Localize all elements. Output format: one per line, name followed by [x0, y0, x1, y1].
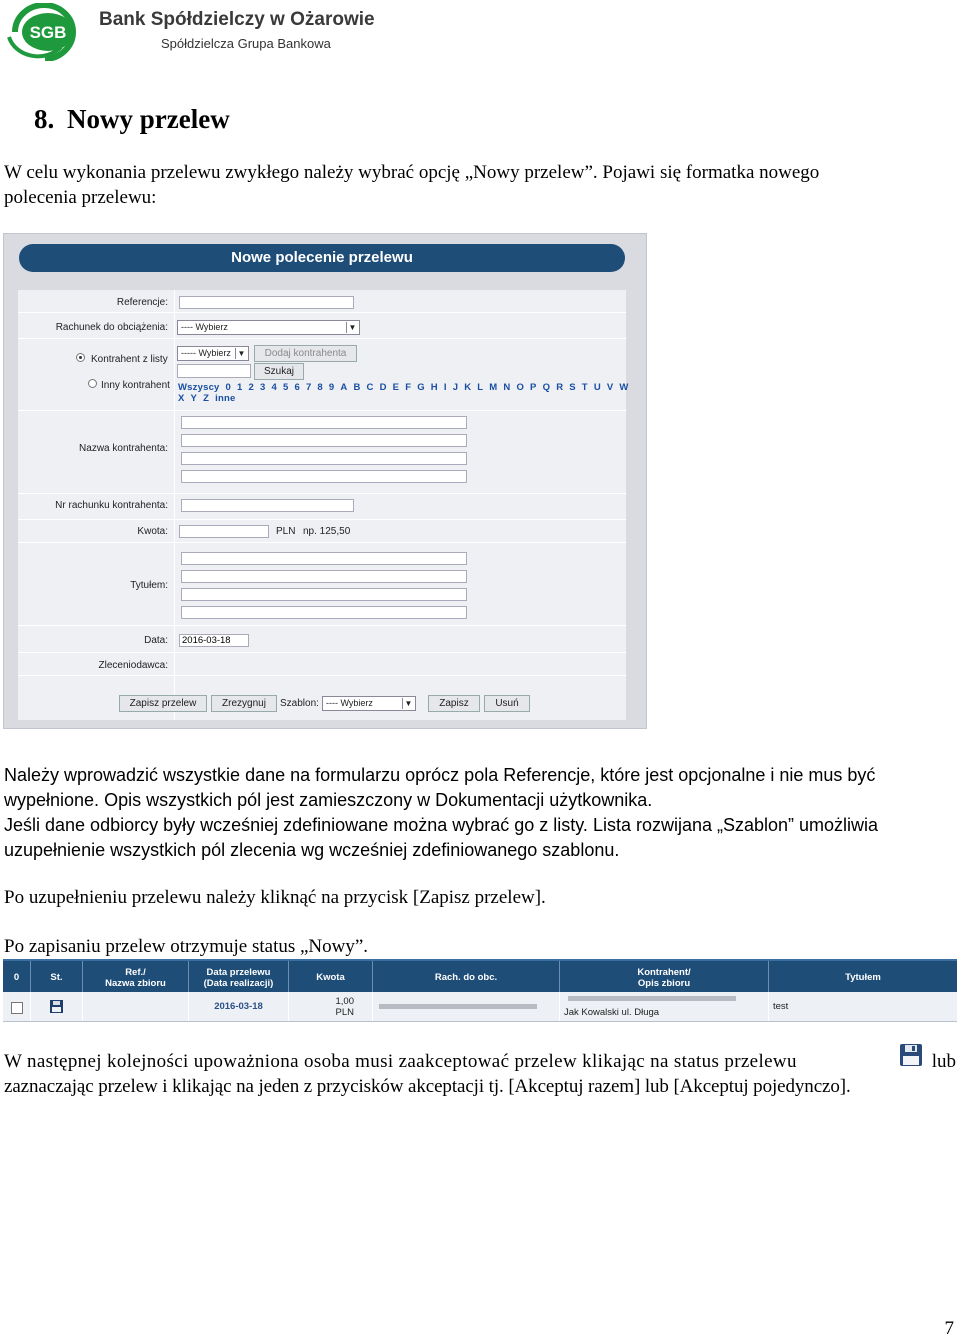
kontrahent-z-listy-label: Kontrahent z listy	[91, 354, 168, 365]
alphabet-filter-link[interactable]: I	[443, 382, 447, 393]
row-title: test	[773, 1001, 789, 1012]
tytulem-label: Tytułem:	[130, 580, 168, 591]
alphabet-filter-link[interactable]: C	[366, 382, 374, 393]
floppy-disk-icon	[900, 1044, 922, 1066]
row-amount: 1,00	[335, 996, 354, 1007]
tytulem-input-1[interactable]	[181, 552, 467, 565]
col-header-select: 0	[3, 961, 31, 994]
alphabet-filter-link[interactable]: X	[178, 393, 185, 404]
body-paragraph-2: Po uzupełnieniu przelewu należy kliknąć na przycisk [Zapisz przelew].	[4, 887, 546, 908]
redacted-account-bar	[379, 1004, 537, 1009]
tytulem-input-3[interactable]	[181, 588, 467, 601]
new-transfer-form	[3, 233, 647, 729]
alphabet-filter-link[interactable]: P	[530, 382, 537, 393]
body-line-2: wypełnione. Opis wszystkich pól jest zamieszczony w Dokumentacji użytkownika.	[4, 790, 653, 810]
alphabet-filter-link[interactable]: A	[340, 382, 348, 393]
tytulem-input-4[interactable]	[181, 606, 467, 619]
alphabet-filter-link[interactable]: 2	[248, 382, 254, 393]
alphabet-filter-link[interactable]: U	[593, 382, 601, 393]
nazwa-label: Nazwa kontrahenta:	[79, 443, 168, 454]
row-ref-cell	[83, 992, 189, 1021]
sgb-logo-icon	[3, 3, 87, 61]
alphabet-filter-link[interactable]: E	[392, 382, 400, 393]
closing-line-2: zaznaczając przelew i klikając na jeden z przycisków akceptacji tj. [Akceptuj razem] lub [Akceptuj pojedynczo].	[4, 1076, 851, 1097]
col-header-contractor: Kontrahent/ Opis zbioru	[560, 961, 769, 994]
nazwa-input-4[interactable]	[181, 470, 467, 483]
body-line-4: uzupełnienie wszystkich pól zlecenia wg wcześniej zdefiniowanego szablonu.	[4, 840, 620, 860]
col-header-account: Rach. do obc.	[373, 961, 560, 994]
save-template-button[interactable]: Zapisz	[428, 695, 480, 712]
form-body	[18, 290, 629, 720]
search-button[interactable]: Szukaj	[254, 363, 304, 380]
row-date: 2016-03-18	[189, 992, 289, 1021]
svg-text:SGB: SGB	[29, 23, 67, 42]
alphabet-filter-link[interactable]: K	[464, 382, 472, 393]
body-line-1: Należy wprowadzić wszystkie dane na formularzu oprócz pola Referencje, które jest opcjonalne i nie mus być	[4, 765, 876, 785]
alphabet-filter-link[interactable]: Q	[542, 382, 551, 393]
alphabet-filter-link[interactable]: 3	[260, 382, 266, 393]
col-header-status: St.	[31, 961, 83, 994]
closing-line-1	[4, 1049, 958, 1074]
alphabet-filter-link[interactable]: Z	[203, 393, 210, 404]
col-header-ref: Ref./ Nazwa zbioru	[83, 961, 189, 994]
rachunek-select[interactable]	[177, 320, 360, 335]
alphabet-filter-link[interactable]: 9	[328, 382, 335, 393]
alphabet-filter-link[interactable]: Y	[190, 393, 198, 404]
kontrahent-select-value: ----- Wybierz	[181, 348, 231, 358]
row-title-cell	[769, 992, 957, 1021]
inny-kontrahent-radio[interactable]	[88, 379, 97, 388]
kontrahent-search-input[interactable]	[177, 364, 251, 378]
alphabet-filter-link[interactable]: D	[379, 382, 387, 393]
szablon-select-value: ---- Wybierz	[326, 698, 373, 708]
amount-hint: np. 125,50	[303, 526, 351, 537]
zleceniodawca-label: Zleceniodawca:	[98, 660, 168, 671]
kwota-label: Kwota:	[137, 526, 168, 537]
data-label: Data:	[144, 635, 168, 646]
alphabet-filter-row-2	[178, 393, 241, 404]
row-account-cell	[373, 992, 560, 1021]
chevron-down-icon: ▼	[346, 322, 358, 333]
bank-name: Bank Spółdzielczy w Ożarowie	[99, 9, 375, 30]
referencje-input[interactable]	[179, 296, 354, 309]
row-amount-cell	[289, 992, 373, 1021]
alphabet-filter-link[interactable]: R	[556, 382, 564, 393]
section-title	[34, 104, 230, 135]
table-header	[3, 959, 957, 994]
inny-kontrahent-label: Inny kontrahent	[101, 380, 170, 391]
nazwa-input-3[interactable]	[181, 452, 467, 465]
kontrahent-select[interactable]	[177, 346, 249, 361]
transfer-list-table	[3, 959, 957, 1021]
alphabet-filter-link[interactable]: 6	[294, 382, 300, 393]
alphabet-filter-link[interactable]: 4	[271, 382, 277, 393]
alphabet-filter-link[interactable]: 8	[317, 382, 323, 393]
rachunek-label: Rachunek do obciążenia:	[55, 322, 168, 333]
closing-line-1-end: lub	[931, 1051, 956, 1072]
body-line-3: Jeśli dane odbiorcy były wcześniej zdefiniowane można wybrać go z listy. Lista rozwijana „Szablon” umożliwia	[4, 815, 879, 835]
alphabet-filter-link[interactable]: T	[581, 382, 588, 393]
section-heading: Nowy przelew	[67, 104, 230, 134]
row-checkbox[interactable]	[11, 1002, 23, 1014]
alphabet-filter-link[interactable]: Wszyscy	[178, 382, 220, 393]
currency-label: PLN	[276, 526, 296, 537]
alphabet-filter-row-1	[178, 382, 635, 393]
szablon-label: Szablon:	[280, 698, 319, 709]
referencje-label: Referencje:	[116, 297, 168, 308]
body-paragraph-3: Po zapisaniu przelew otrzymuje status „Nowy”.	[4, 936, 369, 957]
nazwa-input-2[interactable]	[181, 434, 467, 447]
szablon-select[interactable]	[322, 696, 416, 711]
section-number: 8.	[34, 104, 55, 134]
redacted-contractor-bar	[568, 996, 736, 1001]
col-header-date: Data przelewu (Data realizacji)	[189, 961, 289, 994]
date-input[interactable]: 2016-03-18	[179, 634, 249, 647]
nazwa-input-1[interactable]	[181, 416, 467, 429]
delete-template-button[interactable]: Usuń	[484, 695, 530, 712]
alphabet-filter-link[interactable]: G	[417, 382, 425, 393]
nr-rachunku-input[interactable]	[181, 499, 354, 512]
cancel-button[interactable]: Zrezygnuj	[211, 695, 277, 712]
alphabet-filter-link[interactable]: 7	[305, 382, 312, 393]
form-title: Nowe polecenie przelewu	[19, 244, 625, 272]
floppy-disk-icon[interactable]	[50, 1000, 63, 1013]
alphabet-filter-link[interactable]: V	[606, 382, 614, 393]
row-currency: PLN	[335, 1007, 354, 1018]
alphabet-filter-link[interactable]: L	[477, 382, 484, 393]
table-row[interactable]	[3, 992, 957, 1022]
kontrahent-z-listy-radio[interactable]	[76, 353, 85, 362]
kwota-input[interactable]	[179, 525, 269, 538]
chevron-down-icon: ▼	[235, 348, 247, 359]
row-status-cell	[31, 992, 83, 1021]
col-header-title: Tytułem	[845, 972, 881, 983]
alphabet-filter-link[interactable]: H	[430, 382, 438, 393]
intro-line-1: W celu wykonania przelewu zwykłego należy wybrać opcję „Nowy przelew”. Pojawi się formatka nowego	[4, 162, 820, 183]
alphabet-filter-link[interactable]: S	[569, 382, 576, 393]
rachunek-select-value: ---- Wybierz	[181, 322, 228, 332]
add-kontrahent-button[interactable]: Dodaj kontrahenta	[254, 345, 357, 362]
row-checkbox-cell	[3, 992, 31, 1021]
save-transfer-button[interactable]: Zapisz przelew	[119, 695, 207, 712]
alphabet-filter-link[interactable]: B	[353, 382, 361, 393]
alphabet-filter-link[interactable]: 1	[237, 382, 243, 393]
row-contractor-cell	[560, 992, 769, 1021]
tytulem-input-2[interactable]	[181, 570, 467, 583]
alphabet-filter-link[interactable]: 5	[282, 382, 289, 393]
alphabet-filter-link[interactable]: M	[489, 382, 498, 393]
col-header-amount: Kwota	[289, 961, 373, 994]
nr-rachunku-label: Nr rachunku kontrahenta:	[55, 500, 168, 511]
alphabet-filter-link[interactable]: W	[619, 382, 629, 393]
alphabet-filter-link[interactable]: inne	[215, 393, 236, 404]
row-contractor: Jak Kowalski ul. Długa	[564, 1007, 660, 1018]
alphabet-filter-link[interactable]: J	[452, 382, 459, 393]
page-number: 7	[944, 1318, 954, 1339]
bank-logo	[3, 3, 383, 63]
alphabet-filter-link[interactable]: F	[405, 382, 412, 393]
closing-line-1-text: W następnej kolejności upoważniona osoba musi zaakceptować przelew klikając na status przelewu	[4, 1051, 797, 1072]
bank-subtitle: Spółdzielcza Grupa Bankowa	[161, 36, 331, 51]
alphabet-filter-link[interactable]: O	[516, 382, 525, 393]
chevron-down-icon: ▼	[402, 698, 414, 709]
alphabet-filter-link[interactable]: N	[503, 382, 511, 393]
intro-line-2: polecenia przelewu:	[4, 187, 157, 208]
alphabet-filter-link[interactable]: 0	[225, 382, 232, 393]
